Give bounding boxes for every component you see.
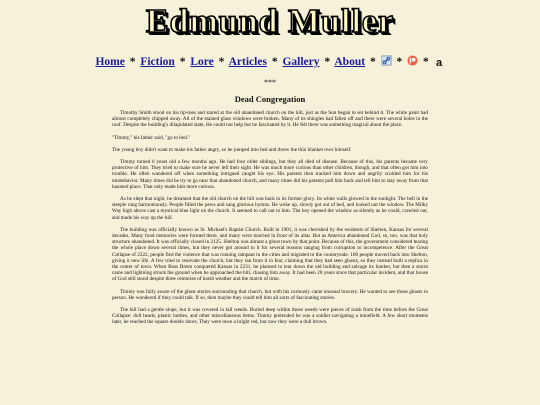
nav-lore-link[interactable]: Lore xyxy=(190,56,214,68)
site-title[interactable]: Edmund Muller xyxy=(145,3,395,40)
story-body xyxy=(112,110,428,332)
story-paragraph: The building was officially known as St. Michael's Baptist Church. Built in 1901, it was cherished by the residents of Shelton, Kansas for several decades. Many fond memories were formed there, and many were married in front of its altar. But as America abandoned God, so, too, was that holy structure abandoned. It was officially closed in 2125. Shelton was almost a ghost town by that point. Because of this, the government considered tearing the whole place down several times, but they never got around to it for several reasons ranging from corruption to incompetence. After the Great Collapse of 2222, people fled the violence that was running rampant in the cities and migrated to the countryside. 100 people moved back into Shelton, giving it new life. A few tried to renovate the church, but they ran from it in fear, claiming that they had seen ghosts, so they instead built a replica in the center of town. When Boss Breen conquered Kansas in 2231, he planned to tear down the old building and salvage its lumber, but then a storm came and lightning struck the ground when he approached the hill, chasing him away. It had been 20 years since that particular incident, and that house of God still stood despite three centuries of harsh weather and the march of time. xyxy=(112,226,428,283)
nav-separator: * xyxy=(271,56,278,68)
patreon-icon[interactable] xyxy=(407,55,418,66)
nav-gallery-link[interactable]: Gallery xyxy=(282,56,320,68)
main-nav xyxy=(0,54,540,70)
story-paragraph: Timmy was fully aware of the ghost stories surrounding that church, but with his curiously came unusual bravery. He wanted to see those ghosts in person. He wondered if they could talk. If so, then maybe they could tell him all sorts of fascinating stories. xyxy=(112,288,428,301)
link-icon[interactable] xyxy=(381,55,392,66)
section-divider: *** xyxy=(264,78,276,87)
story-paragraph: The hill had a gentle slope, but it was covered in tall weeds. Buried deep within those weeds were pieces of trash from the time before the Great Collapse: doll heads, plastic bottles, and other miscellaneous items. Timmy pretended he was a soldier navigating a minefield. A few short moments later, he reached the square double doors. They were once a bright red, but now they were a dull brown. xyxy=(112,307,428,326)
story-paragraph: Timmy turned 6 years old a few months ago. He had four older siblings, but they all died of disease. Because of this, his parents became very protective of him. They tried to make sure he never left their sight. He was much more curious than other children, though, and that often got him into trouble. He often wandered off when something intrigued caught his eye. His parents then tracked him down and angrily scolded him for his misbehavior. Many times did he try to go near that abandoned church, and many times did his parents pull him back and tell him to stay away from that haunted place. That only made him more curious. xyxy=(112,159,428,190)
story-paragraph: As he slept that night, he dreamed that the old church on the hill was back to its former glory. Its white walls glowed in the sunlight. The bell in the steeple rang harmoniously. People filled the pews and sang glorious hymns. He woke up, slowly got out of bed, and looked out the window. The Milky Way high above cast a mystical blue light on the church. It seemed to call out to him. The boy opened the window as silently as he could, crawled out, and made his way up the hill. xyxy=(112,196,428,221)
nav-home-link[interactable]: Home xyxy=(95,56,125,68)
story-paragraph: "Timmy," his father said, "go to bed." xyxy=(112,134,191,141)
nav-separator: * xyxy=(396,56,403,68)
nav-separator: * xyxy=(129,56,136,68)
nav-about-link[interactable]: About xyxy=(334,56,366,68)
site-banner xyxy=(0,0,540,44)
nav-separator: * xyxy=(422,56,429,68)
nav-separator: * xyxy=(179,56,186,68)
story-title: Dead Congregation xyxy=(234,94,306,104)
nav-fiction-link[interactable]: Fiction xyxy=(140,56,175,68)
story-paragraph: Timothy Smith stood on his tip-toes and stared at the old abandoned church on the hill, just as the Sun began to set behind it. The white paint had almost completely chipped away. All of the stained glass windows were broken. Many of its shingles had fallen off and there were several holes in the roof. Despite the building's dilapidated state, He could not help but be fascinated by it. He felt there was something magical about the place. xyxy=(112,110,428,129)
nav-separator: * xyxy=(369,56,376,68)
story-paragraph: The young boy didn't want to make his father angry, so he jumped into bed and threw the thin blanket over himself. xyxy=(112,146,352,153)
nav-separator: * xyxy=(218,56,225,68)
amazon-icon[interactable]: a xyxy=(436,57,443,69)
nav-articles-link[interactable]: Articles xyxy=(228,56,267,68)
nav-separator: * xyxy=(324,56,331,68)
